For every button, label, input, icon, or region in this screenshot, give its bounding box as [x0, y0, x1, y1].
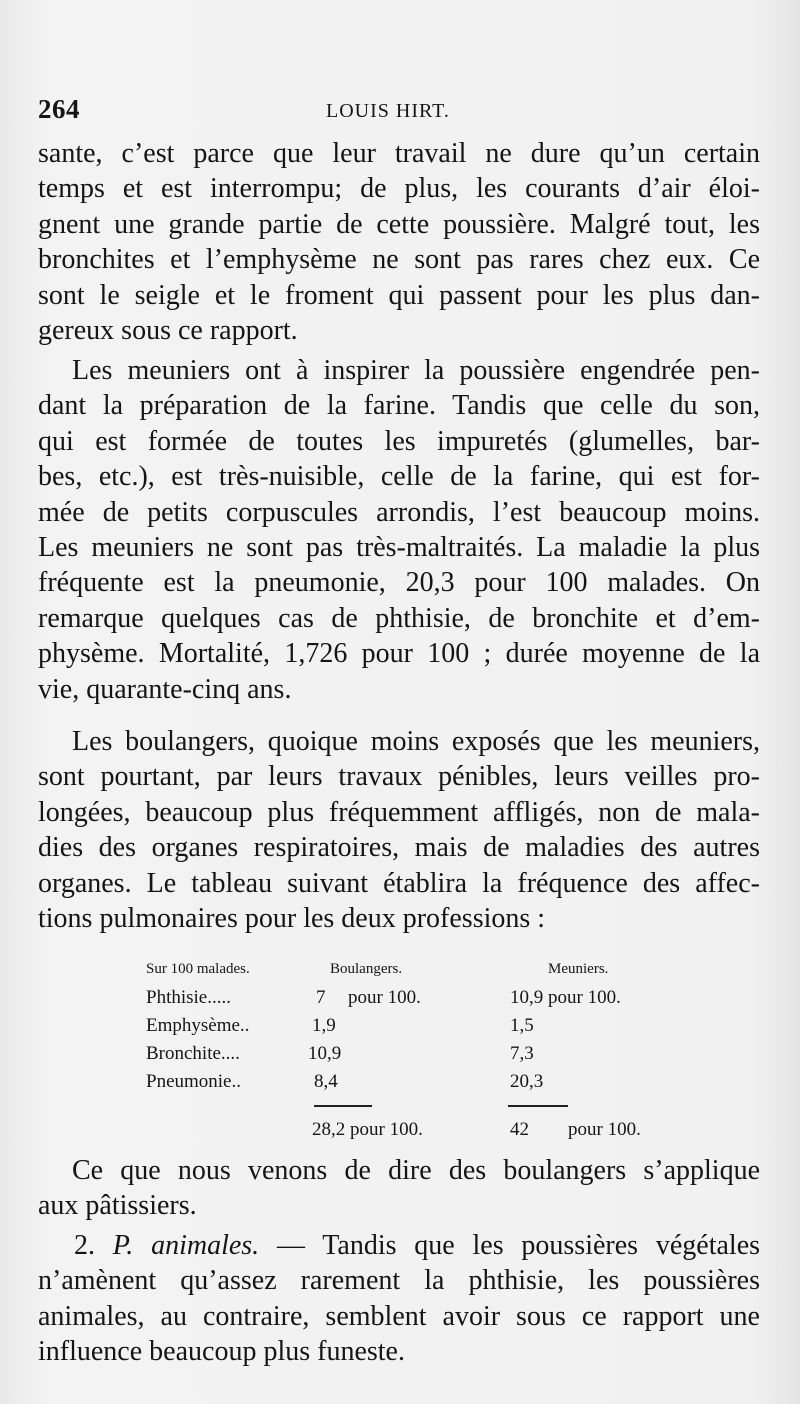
text-line: bronchites et l’emphysème ne sont pas rares chez eux. Ce [38, 244, 760, 276]
text-line: fréquente est la pneumonie, 20,3 pour 100 malades. On [38, 567, 760, 599]
table-cell-meuniers: 10,9 pour 100. [510, 987, 621, 1008]
table-row-label: Phthisie..... [146, 987, 231, 1008]
page-number: 264 [38, 94, 80, 124]
text-line: sont le seigle et le froment qui passent pour les plus dan- [38, 279, 760, 311]
table-row-label: Bronchite.... [146, 1043, 240, 1064]
section-heading: P. animales. [112, 1230, 260, 1261]
table-cell-boulangers-unit: pour 100. [348, 987, 421, 1008]
table-row-label: Emphysème.. [146, 1015, 250, 1036]
table-cell-boulangers: 1,9 [312, 1015, 336, 1036]
text-line: Les boulangers, quoique moins exposés que les meuniers, [72, 726, 760, 757]
section-number: 2. [74, 1230, 95, 1261]
text-line: sante, c’est parce que leur travail ne dure qu’un certain [38, 138, 760, 169]
text-line: influence beaucoup plus funeste. [38, 1336, 405, 1368]
text-line: aux pâtissiers. [38, 1190, 197, 1222]
table-cell-meuniers: 1,5 [510, 1015, 534, 1036]
text-line [38, 1228, 760, 1263]
text-line: bes, etc.), est très-nuisible, celle de la farine, qui est for- [38, 461, 760, 493]
table-header-boulangers: Boulangers. [330, 961, 403, 977]
text-line: sont pourtant, par leurs travaux pénibles, leurs veilles pro- [38, 761, 760, 793]
text-fragment: — Tandis que les poussières végétales [276, 1230, 761, 1261]
text-line: Ce que nous venons de dire des boulangers s’applique [72, 1155, 760, 1186]
text-line: remarque quelques cas de phthisie, de bronchite et d’em- [38, 602, 760, 634]
table-header-cases: Sur 100 malades. [146, 961, 250, 977]
paragraph-boulangers [38, 724, 760, 936]
text-line: animales, au contraire, semblent avoir sous ce rapport une [38, 1300, 760, 1332]
table-total-meuniers: 42 [510, 1119, 529, 1140]
sum-rule [314, 1105, 372, 1107]
text-line: gereux sous ce rapport. [38, 314, 298, 346]
text-line: gnent une grande partie de cette poussière. Malgré tout, les [38, 208, 760, 240]
text-line: dies des organes respiratoires, mais de maladies des autres [38, 832, 760, 864]
table-cell-boulangers: 7 [316, 987, 326, 1008]
text-line: qui est formée de toutes les impuretés (glumelles, bar- [38, 425, 760, 457]
text-line: temps et est interrompu; de plus, les courants d’air éloi- [38, 173, 760, 205]
table-row-label: Pneumonie.. [146, 1071, 241, 1092]
paragraph-patissiers [38, 1153, 760, 1224]
paragraph-animales [38, 1228, 760, 1370]
text-line: longées, beaucoup plus fréquemment affligés, non de mala- [38, 796, 760, 828]
table-header-meuniers: Meuniers. [548, 961, 609, 977]
sum-rule [508, 1105, 568, 1107]
table-cell-meuniers: 7,3 [510, 1043, 534, 1064]
table-total-meuniers-unit: pour 100. [568, 1119, 641, 1140]
text-line: dant la préparation de la farine. Tandis que celle du son, [38, 390, 760, 422]
text-line: Les meuniers ne sont pas très-maltraités. La maladie la plus [38, 531, 760, 563]
text-line: tions pulmonaires pour les deux professions : [38, 902, 546, 934]
text-line: n’amènent qu’assez rarement la phthisie, les poussières [38, 1265, 760, 1297]
page-header [38, 94, 768, 134]
text-line: Les meuniers ont à inspirer la poussière engendrée pen- [72, 355, 760, 386]
text-line: vie, quarante-cinq ans. [38, 673, 292, 705]
running-head: LOUIS HIRT. [326, 100, 450, 122]
text-line: organes. Le tableau suivant établira la fréquence des affec- [38, 867, 760, 899]
paragraph-meuniers [38, 353, 760, 707]
paragraph-continuation [38, 136, 760, 348]
text-line: physème. Mortalité, 1,726 pour 100 ; durée moyenne de la [38, 638, 760, 670]
table-total-boulangers: 28,2 pour 100. [312, 1119, 423, 1140]
table-cell-meuniers: 20,3 [510, 1071, 544, 1092]
text-line: mée de petits corpuscules arrondis, l’est beaucoup moins. [38, 496, 760, 528]
table-cell-boulangers: 10,9 [308, 1043, 342, 1064]
table-cell-boulangers: 8,4 [314, 1071, 338, 1092]
